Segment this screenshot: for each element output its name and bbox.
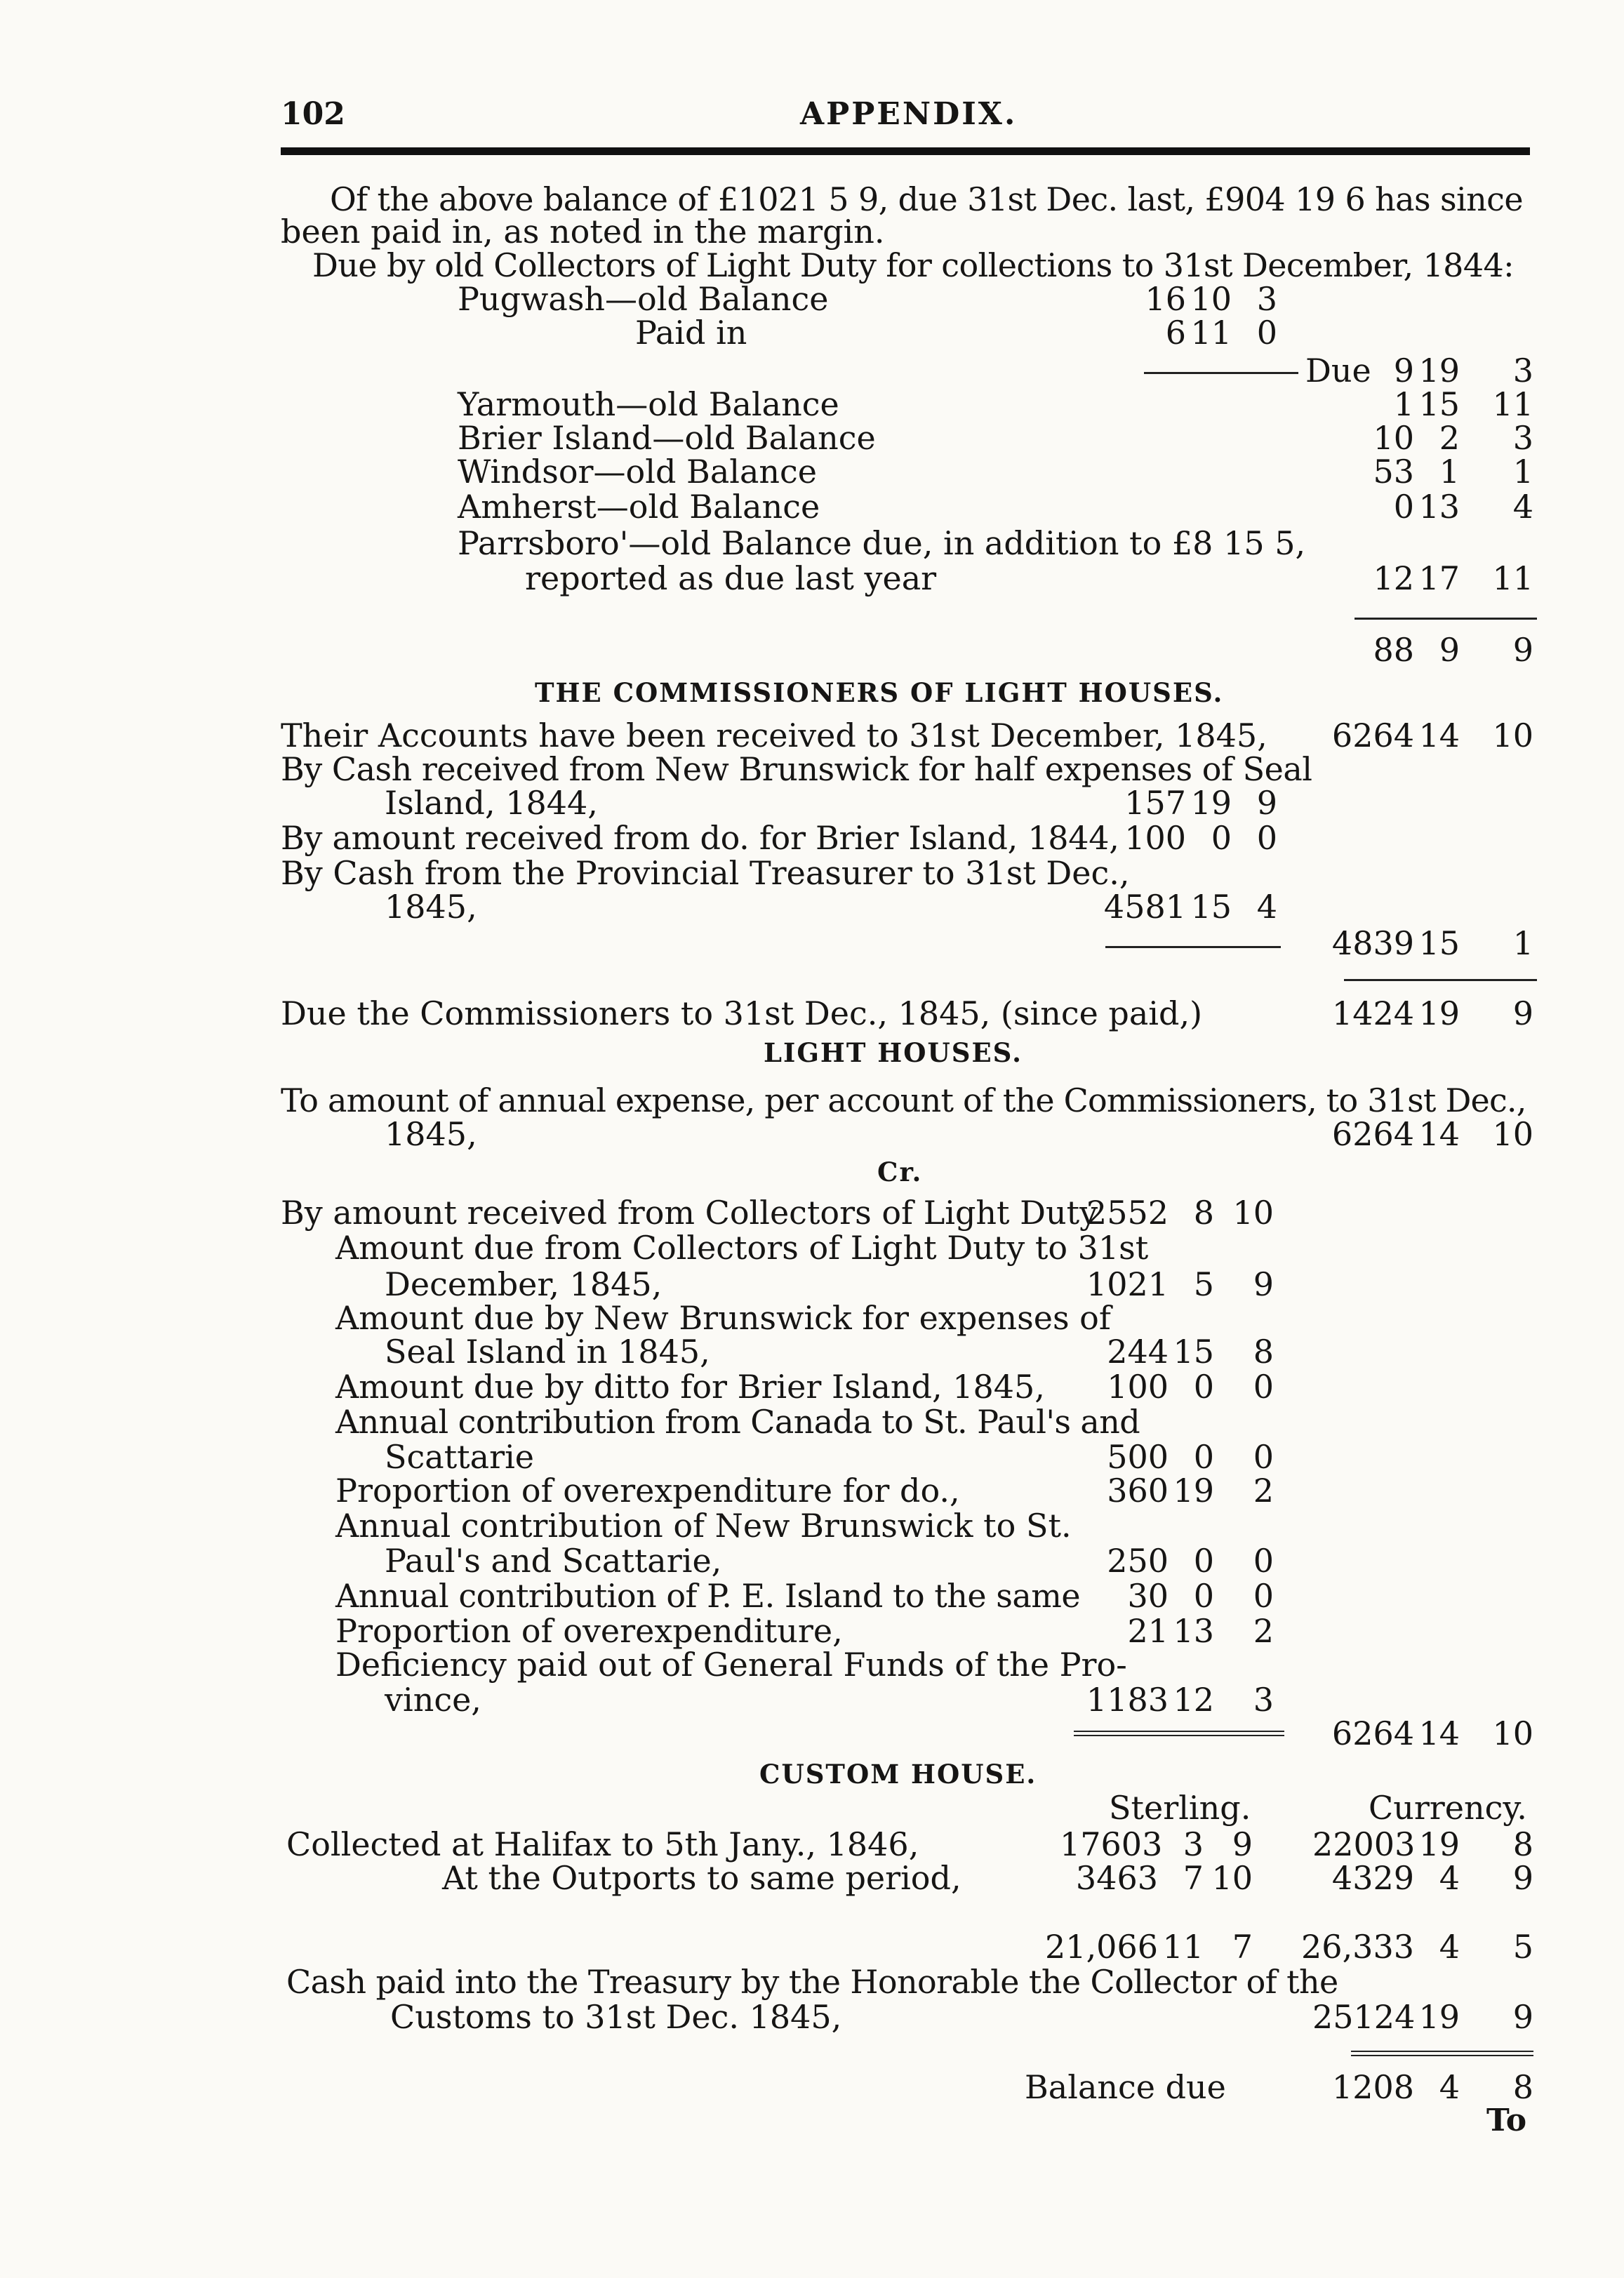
credit-line: Amount due by ditto for Brier Island, 1845, bbox=[335, 1368, 1045, 1406]
amount-pence: 8 bbox=[1512, 1825, 1533, 1863]
amount-pence: 10 bbox=[1492, 717, 1533, 754]
amount-pence: 11 bbox=[1492, 559, 1533, 597]
amount-pence: 0 bbox=[1253, 1368, 1274, 1406]
amount-shillings: 15 bbox=[1190, 888, 1232, 926]
credit-line: Paul's and Scattarie, bbox=[385, 1542, 722, 1580]
credit-line: Proportion of overexpenditure for do., bbox=[335, 1472, 960, 1510]
credit-line: Annual contribution of New Brunswick to St. bbox=[335, 1507, 1072, 1545]
credit-line: Annual contribution of P. E. Island to the same bbox=[335, 1577, 1081, 1615]
total-rule bbox=[1074, 1731, 1284, 1736]
collector-row-label: Amherst—old Balance bbox=[458, 488, 820, 526]
total-rule bbox=[1344, 979, 1537, 981]
amount-shillings: 0 bbox=[1193, 1368, 1214, 1406]
amount-shillings: 13 bbox=[1173, 1612, 1214, 1650]
amount-pence: 3 bbox=[1512, 352, 1533, 389]
amount-shillings: 13 bbox=[1418, 488, 1460, 526]
amount-pounds: 6264 bbox=[1331, 1115, 1414, 1153]
credit-line: Annual contribution from Canada to St. Paul's and bbox=[335, 1403, 1140, 1441]
amount-pence: 9 bbox=[1512, 631, 1533, 669]
amount-shillings: 0 bbox=[1211, 819, 1232, 857]
amount-shillings: 19 bbox=[1190, 784, 1232, 822]
amount-pence: 7 bbox=[1232, 1928, 1253, 1966]
brier-line: By amount received from do. for Brier Island, 1844, bbox=[281, 819, 1119, 857]
amount-pence: 4 bbox=[1256, 888, 1277, 926]
amount-pounds: 1208 bbox=[1331, 2068, 1414, 2106]
section-heading: THE COMMISSIONERS OF LIGHT HOUSES. bbox=[535, 677, 1224, 708]
credit-label: Cr. bbox=[877, 1157, 923, 1187]
amount-pounds: 1183 bbox=[1086, 1681, 1169, 1719]
amount-pounds: 6 bbox=[1165, 314, 1186, 352]
amount-shillings: 15 bbox=[1418, 385, 1460, 423]
amount-pounds: 1424 bbox=[1331, 994, 1414, 1032]
amount-pence: 9 bbox=[1256, 784, 1277, 822]
amount-shillings: 4 bbox=[1439, 1928, 1460, 1966]
amount-pounds: 4839 bbox=[1331, 924, 1414, 962]
amount-pounds: 2552 bbox=[1086, 1194, 1169, 1232]
amount-pence: 11 bbox=[1492, 385, 1533, 423]
amount-pence: 10 bbox=[1492, 1115, 1533, 1153]
total-rule bbox=[1355, 618, 1537, 620]
amount-shillings: 0 bbox=[1193, 1577, 1214, 1615]
amount-shillings: 19 bbox=[1173, 1472, 1214, 1510]
outports-line: At the Outports to same period, bbox=[442, 1859, 961, 1897]
treasurer-line: 1845, bbox=[385, 888, 477, 926]
amount-shillings: 19 bbox=[1418, 994, 1460, 1032]
amount-shillings: 11 bbox=[1162, 1928, 1204, 1966]
credit-line: Amount due by New Brunswick for expenses of bbox=[335, 1299, 1111, 1337]
cash-line: Customs to 31st Dec. 1845, bbox=[390, 1998, 842, 2036]
amount-shillings: 4 bbox=[1439, 1859, 1460, 1897]
amount-shillings: 10 bbox=[1190, 280, 1232, 318]
due-line: Due the Commissioners to 31st Dec., 1845, (since paid,) bbox=[281, 994, 1203, 1032]
collector-row-label: Brier Island—old Balance bbox=[458, 419, 876, 457]
amount-shillings: 9 bbox=[1439, 631, 1460, 669]
credit-line: Amount due from Collectors of Light Duty to 31st bbox=[335, 1229, 1149, 1267]
amount-pounds: 0 bbox=[1393, 488, 1414, 526]
amount-pence: 9 bbox=[1232, 1825, 1253, 1863]
catchword: To bbox=[1486, 2103, 1527, 2138]
amount-shillings: 7 bbox=[1183, 1859, 1204, 1897]
amount-shillings: 19 bbox=[1418, 352, 1460, 389]
amount-shillings: 17 bbox=[1418, 559, 1460, 597]
amount-shillings: 14 bbox=[1418, 717, 1460, 754]
amount-pence: 0 bbox=[1256, 314, 1277, 352]
paid-in-label: Paid in bbox=[635, 314, 747, 352]
amount-pounds: 21,066 bbox=[1045, 1928, 1158, 1966]
amount-shillings: 19 bbox=[1418, 1998, 1460, 2036]
amount-pounds: 88 bbox=[1373, 631, 1414, 669]
due-label: Due bbox=[1305, 352, 1371, 389]
expense-line: 1845, bbox=[385, 1115, 477, 1153]
amount-pence: 2 bbox=[1253, 1612, 1274, 1650]
amount-pounds: 16 bbox=[1145, 280, 1186, 318]
amount-pence: 5 bbox=[1512, 1928, 1533, 1966]
amount-pounds: 360 bbox=[1107, 1472, 1169, 1510]
amount-pence: 8 bbox=[1512, 2068, 1533, 2106]
amount-pounds: 25124 bbox=[1312, 1998, 1416, 2036]
amount-shillings: 0 bbox=[1193, 1542, 1214, 1580]
amount-shillings: 11 bbox=[1190, 314, 1232, 352]
amount-pounds: 244 bbox=[1107, 1333, 1169, 1371]
amount-shillings: 1 bbox=[1439, 453, 1460, 491]
treasurer-line: By Cash from the Provincial Treasurer to 31st Dec., bbox=[281, 854, 1130, 892]
amount-pence: 0 bbox=[1253, 1542, 1274, 1580]
amount-pence: 8 bbox=[1253, 1333, 1274, 1371]
amount-pence: 0 bbox=[1256, 819, 1277, 857]
amount-shillings: 19 bbox=[1418, 1825, 1460, 1863]
subtotal-rule bbox=[1105, 946, 1281, 948]
amount-pounds: 500 bbox=[1107, 1438, 1169, 1476]
amount-pounds: 53 bbox=[1373, 453, 1414, 491]
amount-pence: 10 bbox=[1232, 1194, 1274, 1232]
credit-line: vince, bbox=[385, 1681, 481, 1719]
amount-pounds: 22003 bbox=[1312, 1825, 1416, 1863]
credit-line: Deficiency paid out of General Funds of the Pro- bbox=[335, 1646, 1127, 1684]
amount-pence: 10 bbox=[1211, 1859, 1253, 1897]
amount-pounds: 1 bbox=[1393, 385, 1414, 423]
intro-line: Of the above balance of £1021 5 9, due 31st Dec. last, £904 19 6 has since bbox=[330, 180, 1523, 218]
amount-shillings: 14 bbox=[1418, 1115, 1460, 1153]
collector-row-label: Windsor—old Balance bbox=[458, 453, 817, 491]
section-heading: LIGHT HOUSES. bbox=[764, 1037, 1023, 1068]
intro-line: been paid in, as noted in the margin. bbox=[281, 213, 885, 251]
credit-line: Seal Island in 1845, bbox=[385, 1333, 710, 1371]
amount-pence: 0 bbox=[1253, 1577, 1274, 1615]
amount-pounds: 1021 bbox=[1086, 1265, 1169, 1303]
column-header-sterling: Sterling. bbox=[1109, 1789, 1251, 1827]
amount-pounds: 100 bbox=[1107, 1368, 1169, 1406]
amount-pence: 9 bbox=[1512, 1859, 1533, 1897]
credit-line: Scattarie bbox=[385, 1438, 535, 1476]
amount-shillings: 14 bbox=[1418, 1714, 1460, 1752]
balance-label: Balance due bbox=[1025, 2068, 1226, 2106]
amount-shillings: 12 bbox=[1173, 1681, 1214, 1719]
running-title: APPENDIX. bbox=[800, 96, 1018, 132]
amount-pounds: 6264 bbox=[1331, 717, 1414, 754]
page-number: 102 bbox=[281, 96, 345, 132]
accounts-line: Their Accounts have been received to 31st December, 1845, bbox=[281, 717, 1267, 754]
amount-pounds: 4329 bbox=[1331, 1859, 1414, 1897]
amount-pounds: 10 bbox=[1373, 419, 1414, 457]
subtotal-rule bbox=[1144, 372, 1298, 374]
credit-line: Proportion of overexpenditure, bbox=[335, 1612, 843, 1650]
cash-line: Cash paid into the Treasury by the Honorable the Collector of the bbox=[286, 1963, 1338, 2001]
nb-line: Island, 1844, bbox=[385, 784, 598, 822]
amount-pounds: 4581 bbox=[1103, 888, 1186, 926]
nb-line: By Cash received from New Brunswick for half expenses of Seal bbox=[281, 750, 1312, 788]
amount-shillings: 0 bbox=[1193, 1438, 1214, 1476]
amount-pounds: 100 bbox=[1124, 819, 1186, 857]
amount-pence: 3 bbox=[1253, 1681, 1274, 1719]
amount-shillings: 5 bbox=[1193, 1265, 1214, 1303]
halifax-line: Collected at Halifax to 5th Jany., 1846, bbox=[286, 1825, 919, 1863]
amount-pence: 9 bbox=[1512, 994, 1533, 1032]
amount-pence: 3 bbox=[1256, 280, 1277, 318]
total-rule bbox=[1351, 2051, 1533, 2056]
collector-row-label: Yarmouth—old Balance bbox=[458, 385, 839, 423]
amount-pounds: 250 bbox=[1107, 1542, 1169, 1580]
pugwash-label: Pugwash—old Balance bbox=[458, 280, 829, 318]
amount-pounds: 9 bbox=[1393, 352, 1414, 389]
amount-pounds: 30 bbox=[1127, 1577, 1169, 1615]
credit-line: December, 1845, bbox=[385, 1265, 663, 1303]
amount-pence: 1 bbox=[1512, 453, 1533, 491]
amount-pence: 2 bbox=[1253, 1472, 1274, 1510]
amount-pounds: 17603 bbox=[1060, 1825, 1163, 1863]
amount-shillings: 8 bbox=[1193, 1194, 1214, 1232]
column-header-currency: Currency. bbox=[1369, 1789, 1527, 1827]
amount-shillings: 4 bbox=[1439, 2068, 1460, 2106]
amount-shillings: 3 bbox=[1183, 1825, 1204, 1863]
amount-pounds: 3463 bbox=[1075, 1859, 1158, 1897]
header-rule bbox=[281, 147, 1530, 155]
amount-pence: 3 bbox=[1512, 419, 1533, 457]
amount-pounds: 21 bbox=[1127, 1612, 1169, 1650]
parrsboro-line: reported as due last year bbox=[525, 559, 937, 597]
parrsboro-line: Parrsboro'—old Balance due, in addition to £8 15 5, bbox=[458, 524, 1306, 562]
amount-shillings: 2 bbox=[1439, 419, 1460, 457]
intro-line: Due by old Collectors of Light Duty for collections to 31st December, 1844: bbox=[312, 246, 1515, 284]
amount-pence: 9 bbox=[1512, 1998, 1533, 2036]
amount-pence: 0 bbox=[1253, 1438, 1274, 1476]
amount-pounds: 26,333 bbox=[1301, 1928, 1414, 1966]
amount-pounds: 157 bbox=[1124, 784, 1186, 822]
section-heading: CUSTOM HOUSE. bbox=[759, 1759, 1037, 1790]
amount-pounds: 12 bbox=[1373, 559, 1414, 597]
amount-pence: 10 bbox=[1492, 1714, 1533, 1752]
amount-pence: 9 bbox=[1253, 1265, 1274, 1303]
amount-pence: 1 bbox=[1512, 924, 1533, 962]
expense-line: To amount of annual expense, per account of the Commissioners, to 31st Dec., bbox=[281, 1081, 1526, 1119]
credit-line: By amount received from Collectors of Light Duty bbox=[281, 1194, 1098, 1232]
amount-pence: 4 bbox=[1512, 488, 1533, 526]
amount-pounds: 6264 bbox=[1331, 1714, 1414, 1752]
amount-shillings: 15 bbox=[1173, 1333, 1214, 1371]
amount-shillings: 15 bbox=[1418, 924, 1460, 962]
